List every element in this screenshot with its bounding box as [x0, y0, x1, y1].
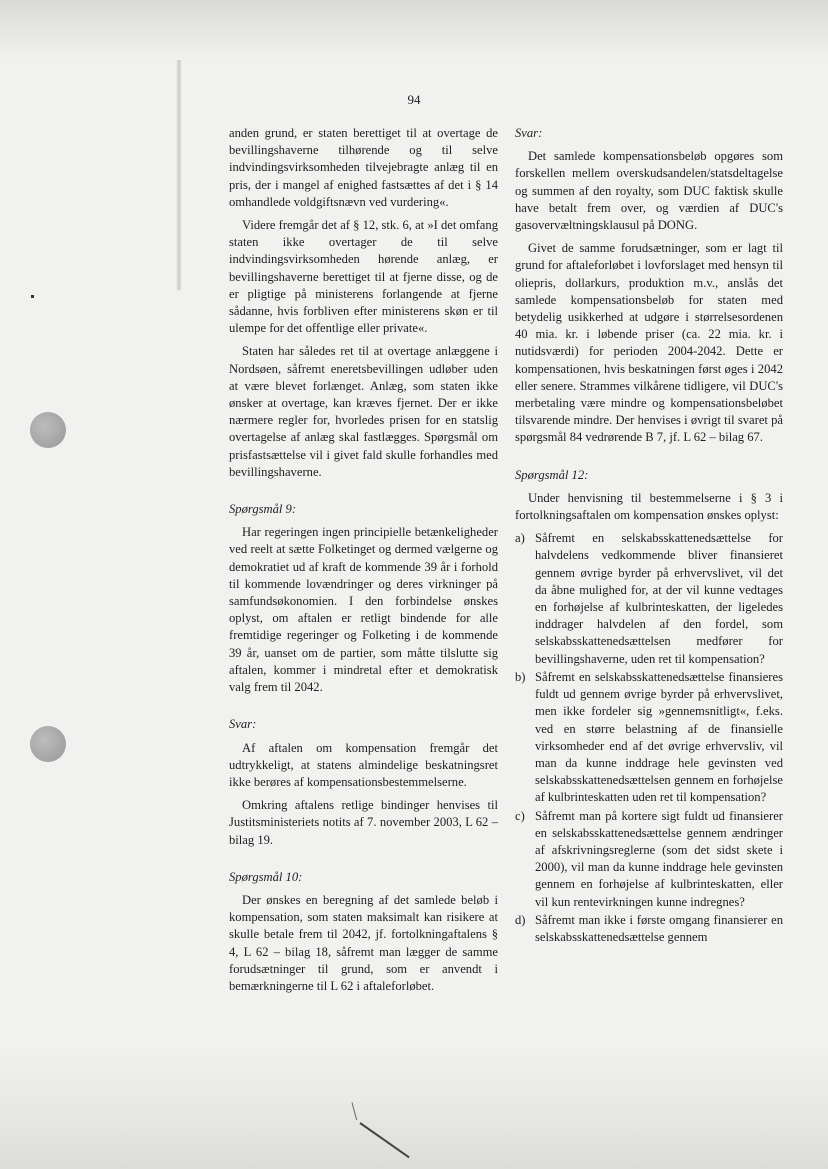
punch-hole-upper — [30, 412, 66, 448]
question-10-heading: Spørgsmål 10: — [229, 869, 303, 884]
list-item — [515, 530, 783, 668]
question-9-text: Har regeringen ingen principielle betænkeligheder ved reelt at sætte Folketinget og dermed vælgerne og demokratiet ud af kraft de kommende 39 år i forhold til kommende lovændringer og deres virkninger på samfundsøkonomien. I den forbindelse ønskes oplyst, om aftalen er retligt bindende for alle fremtidige regeringer og Folketing i de kommende 39 år, uanset om de partier, som måtte tilslutte sig aftalen, kommer i mindretal efter et demokratisk valg frem til 2042. — [229, 525, 498, 695]
question-9-heading: Spørgsmål 9: — [229, 502, 297, 517]
list-marker: b) — [515, 669, 526, 684]
list-item-text: Såfremt man ikke i første omgang finansierer en selskabsskattenedsættelse gennem — [535, 912, 783, 944]
right-column — [515, 125, 783, 947]
answer-10-paragraph: Det samlede kompensationsbeløb opgøres som forskellen mellem overskudsandelen/statsdeltagelse og summen af den royalty, som DUC faktisk skulle have betalt frem over, og værdien af DUC's gasovervæltningsklausul på DONG. — [515, 149, 783, 233]
question-12-intro: Under henvisning til bestemmelserne i § 3 i fortolkningsaftalen om kompensation ønskes oplyst: — [515, 490, 783, 523]
answer-9-paragraph: Af aftalen om kompensation fremgår det udtrykkeligt, at statens almindelige beskatningsret ikke berøres af kompensationsbestemmelserne. — [229, 740, 498, 789]
answer-10-paragraph: Givet de samme forudsætninger, som er lagt til grund for aftaleforløbet i lovforslaget med hensyn til oliepris, dollarkurs, produktion m.v., anslås det samlede kompensationsbeløb for staten med betydelig usikkerhed at udgøre i størrelsesordenen 40 mia. kr. i løbende priser (ca. 22 mia. kr. i nutidsværdi) for perioden 2004-2042. Dette er kompensationen, hvis beskatningen først øges i 2042 eller senere. Strammes vilkårene tidligere, vil DUC's merbetaling være mindre og kompensationsbeløbet tilsvarende mindre. Der henvises i øvrigt til svaret på spørgsmål 84 vedrørende B 7, jf. L 62 – bilag 67. — [515, 241, 783, 445]
paragraph: Staten har således ret til at overtage anlæggene i Nordsøen, såfremt eneretsbevillingen udløber uden at være blevet forlænget. Anlæg, som staten ikke ønsker at overtage, kan kræves fjernet. Der er ikke nærmere regler for, hvorledes prisen for en statslig overtagelse af anlæg skal fastlægges. Spørgsmål om prisfastsættelse vil i givet fald skulle forhandles med bevillingshaverne. — [229, 344, 498, 479]
scan-edge-mark — [176, 60, 182, 290]
list-marker: d) — [515, 912, 526, 927]
question-10-text: Der ønskes en beregning af det samlede beløb i kompensation, som staten maksimalt kan risikere at skulle betale frem til 2042, jf. fortolkningaftalens § 4, L 62 – bilag 18, såfremt man lægger de samme forudsætninger til grund, som er anvendt i bemærkningerne til L 62 i aftaleforløbet. — [229, 892, 498, 993]
answer-9-paragraph: Omkring aftalens retlige bindinger henvises til Justitsministeriets notits af 7. november 2003, L 62 – bilag 19. — [229, 798, 498, 847]
answer-9-heading: Svar: — [229, 717, 257, 732]
scan-shadow-top — [0, 0, 828, 62]
list-item-text: Såfremt man på kortere sigt fuldt ud finansierer en selskabsskattenedsættelse gennem ændringer af afskrivningsreglerne (som det sidst skete i 2000), vil man da kunne inddrage hele gevinsten gennem en forhøjelse af kulbrinteskatten, eller vil kun rentevirkningen kunne indregnes? — [535, 808, 783, 909]
question-12-heading: Spørgsmål 12: — [515, 467, 589, 482]
list-item — [515, 808, 783, 911]
list-marker: c) — [515, 808, 525, 823]
list-item — [515, 669, 783, 807]
list-item-text: Såfremt en selskabsskattenedsættelse for halvdelens vedkommende bliver finansieret gennem øvrige byrder på erhvervslivet, vil det da åbne mulighed for, at der vil kunne vedtages en forhøjelse af kulbrinteskatten, der ligeledes inddrager halvdelen af den fordel, som selskabsskattenedsættelsen medfører for bevillingshaverne, uden ret til kompensation? — [535, 531, 783, 666]
list-item — [515, 912, 783, 946]
left-column — [229, 125, 498, 1001]
page-number: 94 — [407, 92, 421, 107]
punch-hole-lower — [30, 726, 66, 762]
scan-shadow-bottom — [0, 1045, 828, 1169]
paragraph: anden grund, er staten berettiget til at overtage de bevillingshaverne tilhørende og til selve indvindingsvirksomheden tilvejebragte anlæg til en pris, der i mangel af enighed fastsættes af det i § 14 omhandlede voldgiftsnævn ved vurdering«. — [229, 126, 498, 209]
answer-10-heading: Svar: — [515, 126, 543, 140]
list-item-text: Såfremt en selskabsskattenedsættelse finansieres fuldt ud gennem øvrige byrder på erhvervslivet, men ikke fordeler sig »gennemsnitligt«, f.eks. ved en større belastning af de finansielle virksomheder end af det øvrige erhvervsliv, vil man da kunne inddrage hele gevinsten ved selskabsskattenedsættelsen gennem en forhøjelse af kulbrinteskatten uden ret til kompensation? — [535, 669, 783, 805]
paragraph: Videre fremgår det af § 12, stk. 6, at »I det omfang staten ikke overtager de til selve indvindingsvirksomheden hørende anlæg, er bevillingshaverne berettiget til at fjerne disse, og de er pligtige på ministerens forlangende at fjerne sådanne, hvis forbliven efter ministerens skøn er til ulempe for det offentlige eller private«. — [229, 218, 498, 336]
scan-dot-mark — [31, 295, 34, 298]
question-12-list — [515, 530, 783, 946]
list-marker: a) — [515, 531, 525, 546]
